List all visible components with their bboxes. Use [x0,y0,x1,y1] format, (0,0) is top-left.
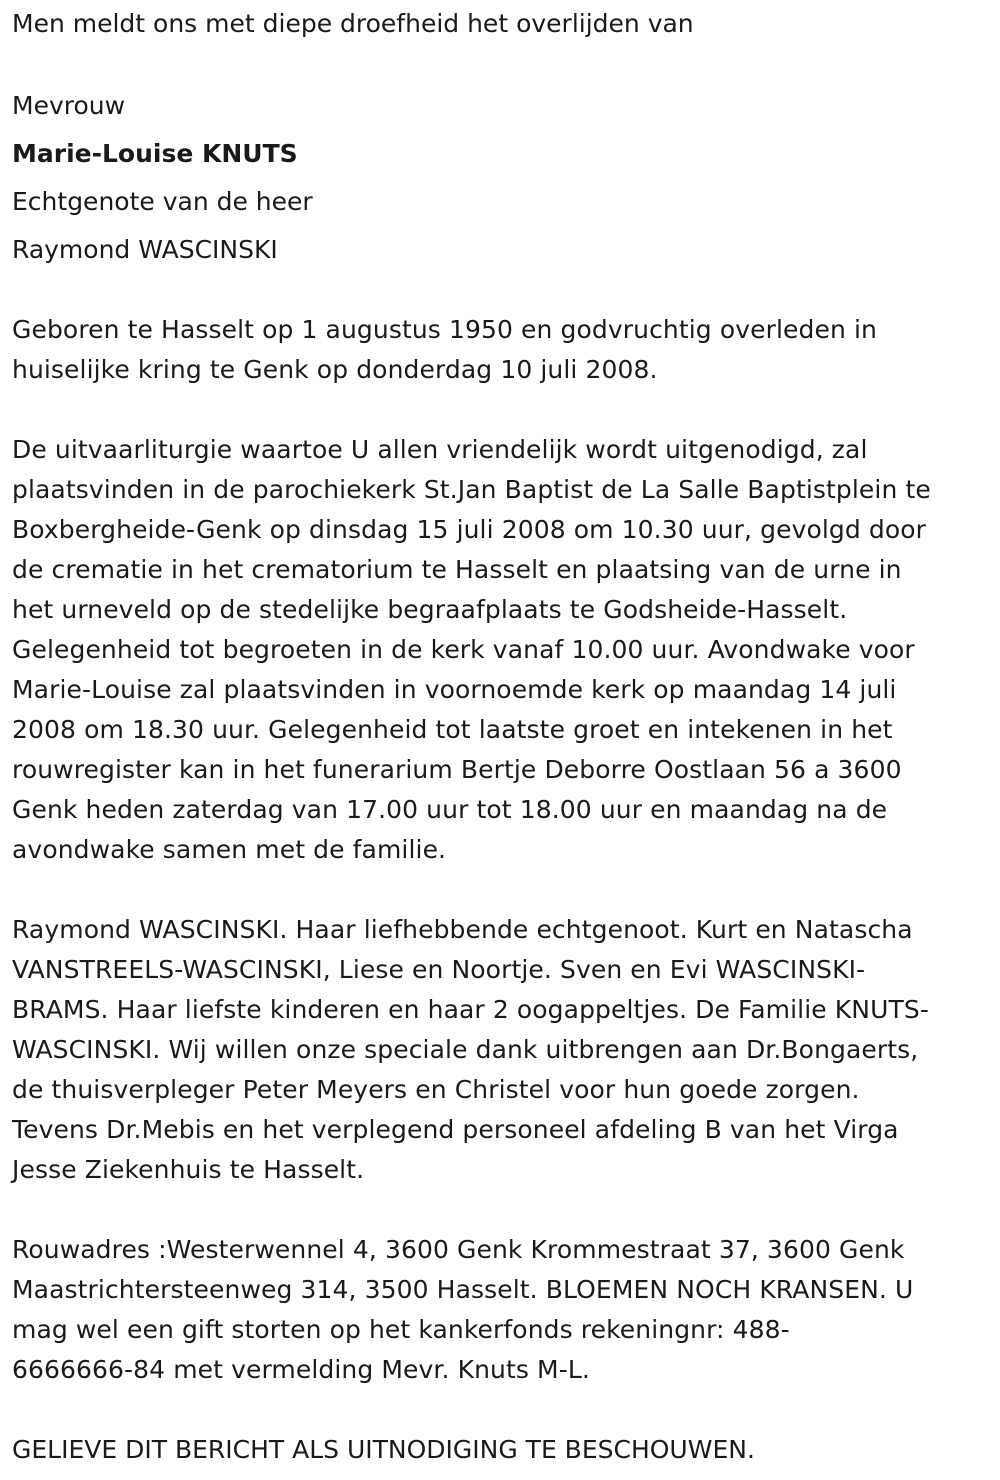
funeral-paragraph [12,430,986,870]
spouse-name: Raymond WASCINSKI [12,235,278,264]
paragraph-line: Geboren te Hasselt op 1 augustus 1950 en godvruchtig overleden in [12,315,877,344]
paragraph-line: VANSTREELS-WASCINSKI, Liese en Noortje. Sven en Evi WASCINSKI- [12,955,866,984]
deceased-name: Marie-Louise KNUTS [12,139,298,168]
paragraph-line: 2008 om 18.30 uur. Gelegenheid tot laatste groet en intekenen in het [12,715,893,744]
intro-text: Men meldt ons met diepe droefheid het overlijden van [12,9,694,38]
paragraph-line: BRAMS. Haar liefste kinderen en haar 2 oogappeltjes. De Familie KNUTS- [12,995,929,1024]
paragraph-line: de crematie in het crematorium te Hasselt en plaatsing van de urne in [12,555,902,584]
paragraph-line: rouwregister kan in het funerarium Bertje Deborre Oostlaan 56 a 3600 [12,755,902,784]
closing-text: GELIEVE DIT BERICHT ALS UITNODIGING TE BESCHOUWEN. [12,1435,755,1464]
paragraph-line: Raymond WASCINSKI. Haar liefhebbende echtgenoot. Kurt en Natascha [12,915,913,944]
paragraph-line: Rouwadres :Westerwennel 4, 3600 Genk Krommestraat 37, 3600 Genk [12,1235,905,1264]
relation-text: Echtgenote van de heer [12,187,313,216]
paragraph-line: Boxbergheide-Genk op dinsdag 15 juli 2008 om 10.30 uur, gevolgd door [12,515,927,544]
paragraph-line: Jesse Ziekenhuis te Hasselt. [12,1155,365,1184]
paragraph-line: De uitvaarliturgie waartoe U allen vriendelijk wordt uitgenodigd, zal [12,435,868,464]
paragraph-line: plaatsvinden in de parochiekerk St.Jan Baptist de La Salle Baptistplein te [12,475,931,504]
paragraph-line: WASCINSKI. Wij willen onze speciale dank uitbrengen aan Dr.Bongaerts, [12,1035,919,1064]
paragraph-line: Maastrichtersteenweg 314, 3500 Hasselt. BLOEMEN NOCH KRANSEN. U [12,1275,914,1304]
honorific: Mevrouw [12,91,126,120]
paragraph-line: mag wel een gift storten op het kankerfonds rekeningnr: 488- [12,1315,790,1344]
address-paragraph [12,1230,986,1390]
paragraph-line: 6666666-84 met vermelding Mevr. Knuts M-L. [12,1355,590,1384]
paragraph-line: huiselijke kring te Genk op donderdag 10 juli 2008. [12,355,658,384]
paragraph-line: Genk heden zaterdag van 17.00 uur tot 18.00 uur en maandag na de [12,795,888,824]
paragraph-line: Tevens Dr.Mebis en het verplegend personeel afdeling B van het Virga [12,1115,899,1144]
paragraph-line: de thuisverpleger Peter Meyers en Christel voor hun goede zorgen. [12,1075,860,1104]
birth-death-paragraph [12,310,986,390]
paragraph-line: het urneveld op de stedelijke begraafplaats te Godsheide-Hasselt. [12,595,848,624]
paragraph-line: avondwake samen met de familie. [12,835,447,864]
paragraph-line: Marie-Louise zal plaatsvinden in voornoemde kerk op maandag 14 juli [12,675,897,704]
family-paragraph [12,910,986,1190]
paragraph-line: Gelegenheid tot begroeten in de kerk vanaf 10.00 uur. Avondwake voor [12,635,915,664]
